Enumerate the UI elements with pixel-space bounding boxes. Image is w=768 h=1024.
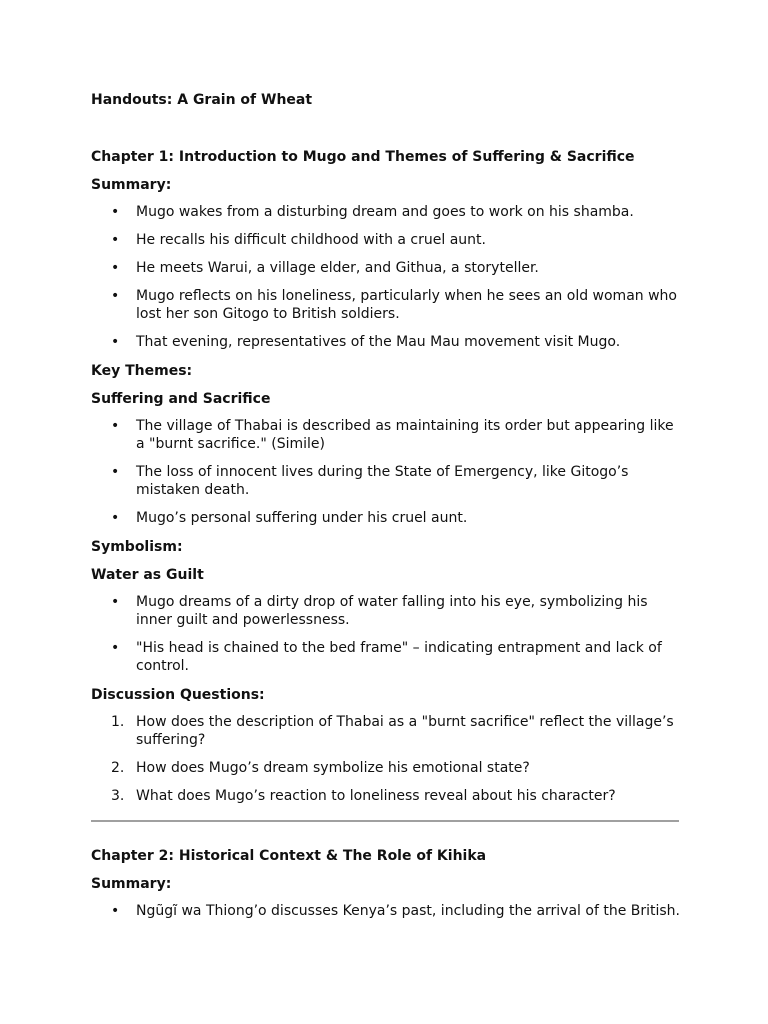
list-item [91, 203, 681, 231]
bullet-marker: • [111, 204, 120, 220]
section-divider [91, 820, 679, 822]
list-item [91, 287, 681, 333]
bullet-marker: • [111, 288, 120, 304]
ch2-summary-list [91, 902, 681, 930]
bullet-marker: • [111, 640, 120, 656]
list-item [91, 231, 681, 259]
discussion-questions-list [91, 713, 681, 815]
list-item [91, 417, 681, 463]
discussion-questions-label: Discussion Questions: [91, 687, 265, 703]
bullet-marker: • [111, 232, 120, 248]
list-item [91, 463, 681, 509]
list-item [91, 713, 681, 759]
chapter-1-heading: Chapter 1: Introduction to Mugo and Themes of Suffering & Sacrifice [91, 149, 635, 165]
key-themes-label: Key Themes: [91, 363, 193, 379]
list-item-text: Mugo dreams of a dirty drop of water falling into his eye, symbolizing his inner guilt and powerlessness. [136, 594, 648, 628]
bullet-marker: • [111, 260, 120, 276]
symbol-list [91, 593, 681, 685]
theme-title: Suffering and Sacrifice [91, 391, 271, 407]
theme-list [91, 417, 681, 537]
ch1-summary-label: Summary: [91, 177, 172, 193]
symbolism-label: Symbolism: [91, 539, 183, 555]
list-item-text: The village of Thabai is described as maintaining its order but appearing like a "burnt sacrifice." (Simile) [136, 418, 674, 452]
number-marker: 3. [111, 788, 125, 804]
chapter-2-heading: Chapter 2: Historical Context & The Role of Kihika [91, 848, 487, 864]
list-item-text: He recalls his difficult childhood with a cruel aunt. [136, 232, 486, 248]
list-item-text: How does Mugo’s dream symbolize his emotional state? [136, 760, 530, 776]
list-item-text: What does Mugo’s reaction to loneliness reveal about his character? [136, 788, 616, 804]
list-item-text: Mugo’s personal suffering under his cruel aunt. [136, 510, 468, 526]
bullet-marker: • [111, 903, 120, 919]
ch2-summary-label: Summary: [91, 876, 172, 892]
list-item-text: The loss of innocent lives during the State of Emergency, like Gitogo’s mistaken death. [136, 464, 629, 498]
list-item [91, 333, 681, 361]
list-item-text: "His head is chained to the bed frame" – indicating entrapment and lack of control. [136, 640, 662, 674]
list-item [91, 787, 681, 815]
document-title: Handouts: A Grain of Wheat [91, 92, 313, 108]
list-item [91, 593, 681, 639]
number-marker: 1. [111, 714, 125, 730]
list-item-text: Mugo reflects on his loneliness, particularly when he sees an old woman who lost her son Gitogo to British soldiers. [136, 288, 677, 322]
bullet-marker: • [111, 594, 120, 610]
list-item [91, 259, 681, 287]
bullet-marker: • [111, 510, 120, 526]
chapter-1-section [91, 147, 681, 815]
list-item [91, 902, 681, 930]
bullet-marker: • [111, 418, 120, 434]
number-marker: 2. [111, 760, 125, 776]
ch1-summary-list [91, 203, 681, 361]
list-item-text: Mugo wakes from a disturbing dream and goes to work on his shamba. [136, 204, 634, 220]
list-item-text: That evening, representatives of the Mau Mau movement visit Mugo. [136, 334, 621, 350]
list-item-text: He meets Warui, a village elder, and Githua, a storyteller. [136, 260, 539, 276]
list-item [91, 759, 681, 787]
symbol-title: Water as Guilt [91, 567, 204, 583]
list-item-text: Ngũgĩ wa Thiong’o discusses Kenya’s past, including the arrival of the British. [136, 903, 680, 919]
list-item-text: How does the description of Thabai as a "burnt sacrifice" reflect the village’s suffering? [136, 714, 674, 748]
bullet-marker: • [111, 464, 120, 480]
list-item [91, 509, 681, 537]
list-item [91, 639, 681, 685]
chapter-2-section [91, 846, 681, 930]
bullet-marker: • [111, 334, 120, 350]
